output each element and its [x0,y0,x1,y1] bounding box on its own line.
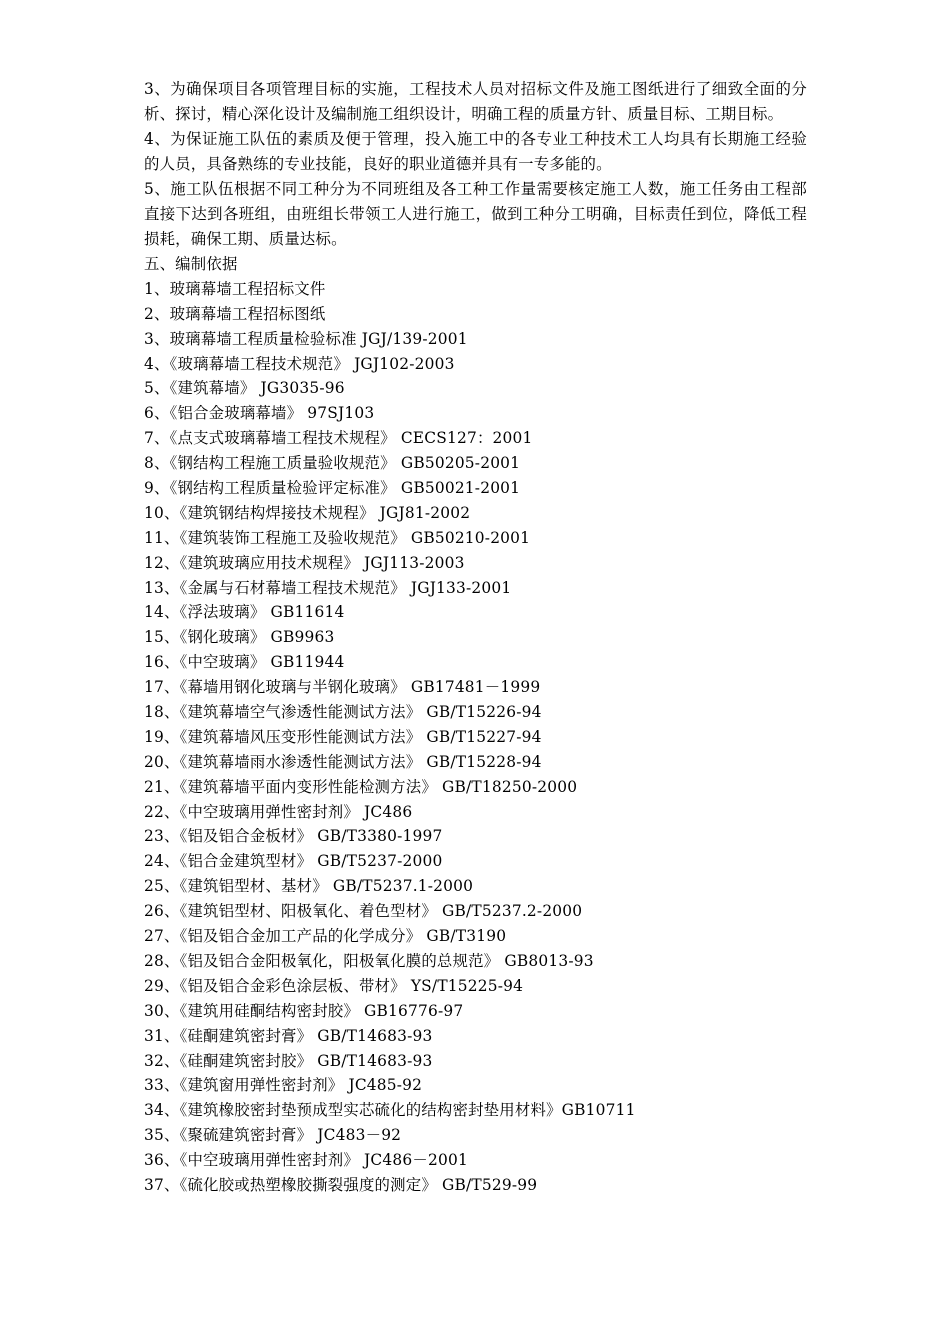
basis-list-item: 5、《建筑幕墙》 JG3035-96 [144,379,345,398]
basis-list-item: 28、《铝及铝合金阳极氧化，阳极氧化膜的总规范》 GB8013-93 [144,951,594,970]
basis-list-item: 9、《钢结构工程质量检验评定标准》 GB50021-2001 [144,479,521,498]
basis-list [144,277,807,1198]
document-page [144,77,807,1198]
basis-list-item: 13、《金属与石材幕墙工程技术规范》 JGJ133-2001 [144,578,512,597]
basis-list-item: 25、《建筑铝型材、基材》 GB/T5237.1-2000 [144,877,474,896]
basis-list-item: 27、《铝及铝合金加工产品的化学成分》 GB/T3190 [144,927,507,946]
section-heading: 五、编制依据 [144,255,238,273]
basis-list-item: 18、《建筑幕墙空气渗透性能测试方法》 GB/T15226-94 [144,703,542,722]
basis-list-item: 32、《硅酮建筑密封胶》 GB/T14683-93 [144,1051,433,1070]
basis-list-item: 26、《建筑铝型材、阳极氧化、着色型材》 GB/T5237.2-2000 [144,902,583,921]
basis-list-item: 15、《钢化玻璃》 GB9963 [144,628,335,647]
basis-list-item: 37、《硫化胶或热塑橡胶撕裂强度的测定》 GB/T529-99 [144,1175,538,1194]
basis-list-item: 8、《钢结构工程施工质量验收规范》 GB50205-2001 [144,454,521,473]
paragraph-item-5: 5、施工队伍根据不同工种分为不同班组及各工种工作量需要核定施工人数，施工任务由工程部直接下达到各班组，由班组长带领工人进行施工，做到工种分工明确，目标责任到位，降低工程损耗，确保工期、质量达标。 [144,180,807,248]
basis-list-item: 16、《中空玻璃》 GB11944 [144,653,345,672]
basis-list-item: 29、《铝及铝合金彩色涂层板、带材》 YS/T15225-94 [144,976,524,995]
paragraph-item-3: 3、为确保项目各项管理目标的实施，工程技术人员对招标文件及施工图纸进行了细致全面的分析、探讨，精心深化设计及编制施工组织设计，明确工程的质量方针、质量目标、工期目标。 [144,80,807,123]
basis-list-item: 23、《铝及铝合金板材》 GB/T3380-1997 [144,827,443,846]
basis-list-item: 6、《铝合金玻璃幕墙》 97SJ103 [144,404,375,423]
basis-list-item: 17、《幕墙用钢化玻璃与半钢化玻璃》 GB17481－1999 [144,678,541,697]
basis-list-item: 14、《浮法玻璃》 GB11614 [144,603,345,622]
basis-list-item: 2、玻璃幕墙工程招标图纸 [144,304,326,323]
basis-list-item: 30、《建筑用硅酮结构密封胶》 GB16776-97 [144,1001,464,1020]
basis-list-item: 3、玻璃幕墙工程质量检验标准 JGJ/139-2001 [144,329,468,348]
basis-list-item: 12、《建筑玻璃应用技术规程》 JGJ113-2003 [144,553,465,572]
basis-list-item: 21、《建筑幕墙平面内变形性能检测方法》 GB/T18250-2000 [144,777,578,796]
basis-list-item: 10、《建筑钢结构焊接技术规程》 JGJ81-2002 [144,503,471,522]
basis-list-item: 7、《点支式玻璃幕墙工程技术规程》 CECS127：2001 [144,429,533,448]
paragraph-item-4: 4、为保证施工队伍的素质及便于管理，投入施工中的各专业工种技术工人均具有长期施工经验的人员，具备熟练的专业技能，良好的职业道德并具有一专多能的。 [144,130,807,173]
basis-list-item: 11、《建筑装饰工程施工及验收规范》 GB50210-2001 [144,528,531,547]
basis-list-item: 22、《中空玻璃用弹性密封剂》 JC486 [144,802,413,821]
basis-list-item: 34、《建筑橡胶密封垫预成型实芯硫化的结构密封垫用材料》GB10711 [144,1101,636,1120]
basis-list-item: 19、《建筑幕墙风压变形性能测试方法》 GB/T15227-94 [144,727,542,746]
basis-list-item: 24、《铝合金建筑型材》 GB/T5237-2000 [144,852,443,871]
basis-list-item: 1、玻璃幕墙工程招标文件 [144,279,326,298]
basis-list-item: 33、《建筑窗用弹性密封剂》 JC485-92 [144,1076,423,1095]
basis-list-item: 4、《玻璃幕墙工程技术规范》 JGJ102-2003 [144,354,455,373]
basis-list-item: 35、《聚硫建筑密封膏》 JC483－92 [144,1126,402,1145]
basis-list-item: 36、《中空玻璃用弹性密封剂》 JC486－2001 [144,1151,468,1170]
basis-list-item: 31、《硅酮建筑密封膏》 GB/T14683-93 [144,1026,433,1045]
basis-list-item: 20、《建筑幕墙雨水渗透性能测试方法》 GB/T15228-94 [144,752,542,771]
